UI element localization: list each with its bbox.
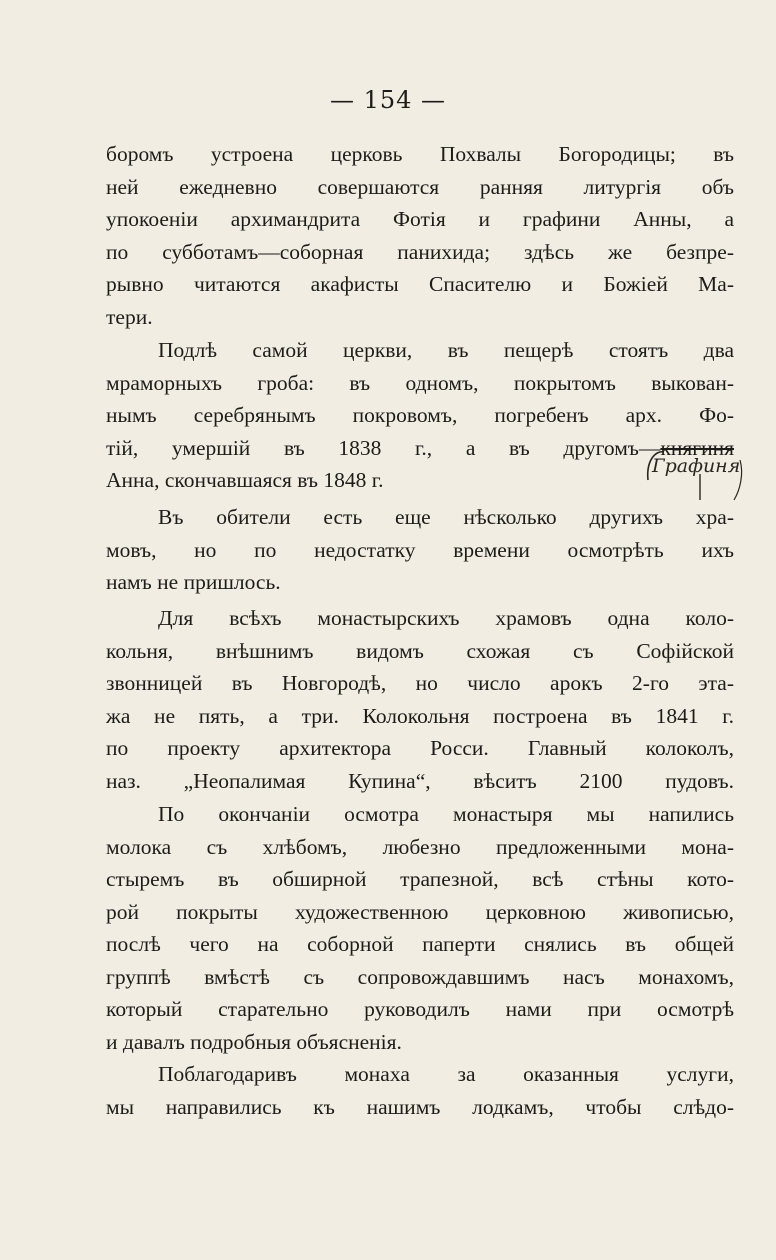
paragraph-6 bbox=[106, 1058, 734, 1123]
paragraph-2 bbox=[106, 334, 734, 497]
struck-word: княгиня bbox=[660, 435, 734, 460]
text-line: наз. „Неопалимая Купина“, вѣситъ 2100 пудовъ. bbox=[106, 768, 734, 793]
text-line: намъ не пришлось. bbox=[106, 570, 281, 594]
handwritten-note-text: Графиня bbox=[652, 455, 741, 477]
text-line: по проекту архитектора Росси. Главный колоколъ, bbox=[106, 736, 734, 760]
page-number: — 154 — bbox=[329, 86, 447, 114]
text-line: рывно читаются акафисты Спасителю и Божіей Ма- bbox=[106, 272, 734, 296]
paragraph-3 bbox=[106, 501, 734, 599]
paragraph-5 bbox=[106, 798, 734, 1058]
text-line: жа не пять, а три. Колокольня построена въ 1841 г. bbox=[106, 703, 734, 728]
text-line: Поблагодаривъ монаха за оказанныя услуги, bbox=[158, 1062, 734, 1086]
text-line: послѣ чего на соборной паперти снялись въ общей bbox=[106, 932, 734, 956]
text-line: по субботамъ—соборная панихида; здѣсь же безпре- bbox=[106, 239, 734, 264]
text-line: который старательно руководилъ нами при осмотрѣ bbox=[106, 997, 734, 1021]
handwritten-note bbox=[642, 440, 746, 502]
text-line: Анна, скончавшаяся въ 1848 г. bbox=[106, 468, 384, 492]
text-segment: тій, умершій въ 1838 г., а въ другомъ— bbox=[106, 435, 661, 460]
paragraph-4 bbox=[106, 602, 734, 797]
text-line: мовъ, но по недостатку времени осмотрѣть ихъ bbox=[106, 537, 734, 562]
text-line: тери. bbox=[106, 304, 153, 329]
text-line: Для всѣхъ монастырскихъ храмовъ одна коло- bbox=[158, 606, 734, 630]
text-line: упокоеніи архимандрита Фотія и графини Анны, а bbox=[106, 207, 734, 231]
text-line: Въ обители есть еще нѣсколько другихъ хра- bbox=[158, 505, 734, 529]
text-line: стыремъ въ обширной трапезной, всѣ стѣны кото- bbox=[106, 867, 734, 891]
text-line: мы направились къ нашимъ лодкамъ, чтобы слѣдо- bbox=[106, 1094, 734, 1119]
text-line: кольня, внѣшнимъ видомъ схожая съ Софійской bbox=[106, 638, 734, 663]
text-line-with-strike bbox=[106, 432, 734, 465]
text-line: звонницей въ Новгородѣ, но число арокъ 2-го эта- bbox=[106, 671, 734, 695]
text-line: молока съ хлѣбомъ, любезно предложенными мона- bbox=[106, 834, 734, 859]
text-line: рой покрыты художественною церковною живописью, bbox=[106, 899, 734, 924]
text-line: боромъ устроена церковь Похвалы Богородицы; въ bbox=[106, 142, 734, 166]
text-line: нымъ серебрянымъ покровомъ, погребенъ арх. Фо- bbox=[106, 403, 734, 427]
text-line: ней ежедневно совершаются ранняя литургія объ bbox=[106, 174, 734, 199]
paragraph-1 bbox=[106, 138, 734, 333]
text-line: По окончаніи осмотра монастыря мы напились bbox=[158, 802, 734, 826]
text-line: группѣ вмѣстѣ съ сопровождавшимъ насъ монахомъ, bbox=[106, 964, 734, 989]
text-line: Подлѣ самой церкви, въ пещерѣ стоятъ два bbox=[158, 338, 734, 362]
text-line: и давалъ подробныя объясненія. bbox=[106, 1029, 402, 1054]
text-line: мраморныхъ гроба: въ одномъ, покрытомъ выкован- bbox=[106, 370, 734, 395]
